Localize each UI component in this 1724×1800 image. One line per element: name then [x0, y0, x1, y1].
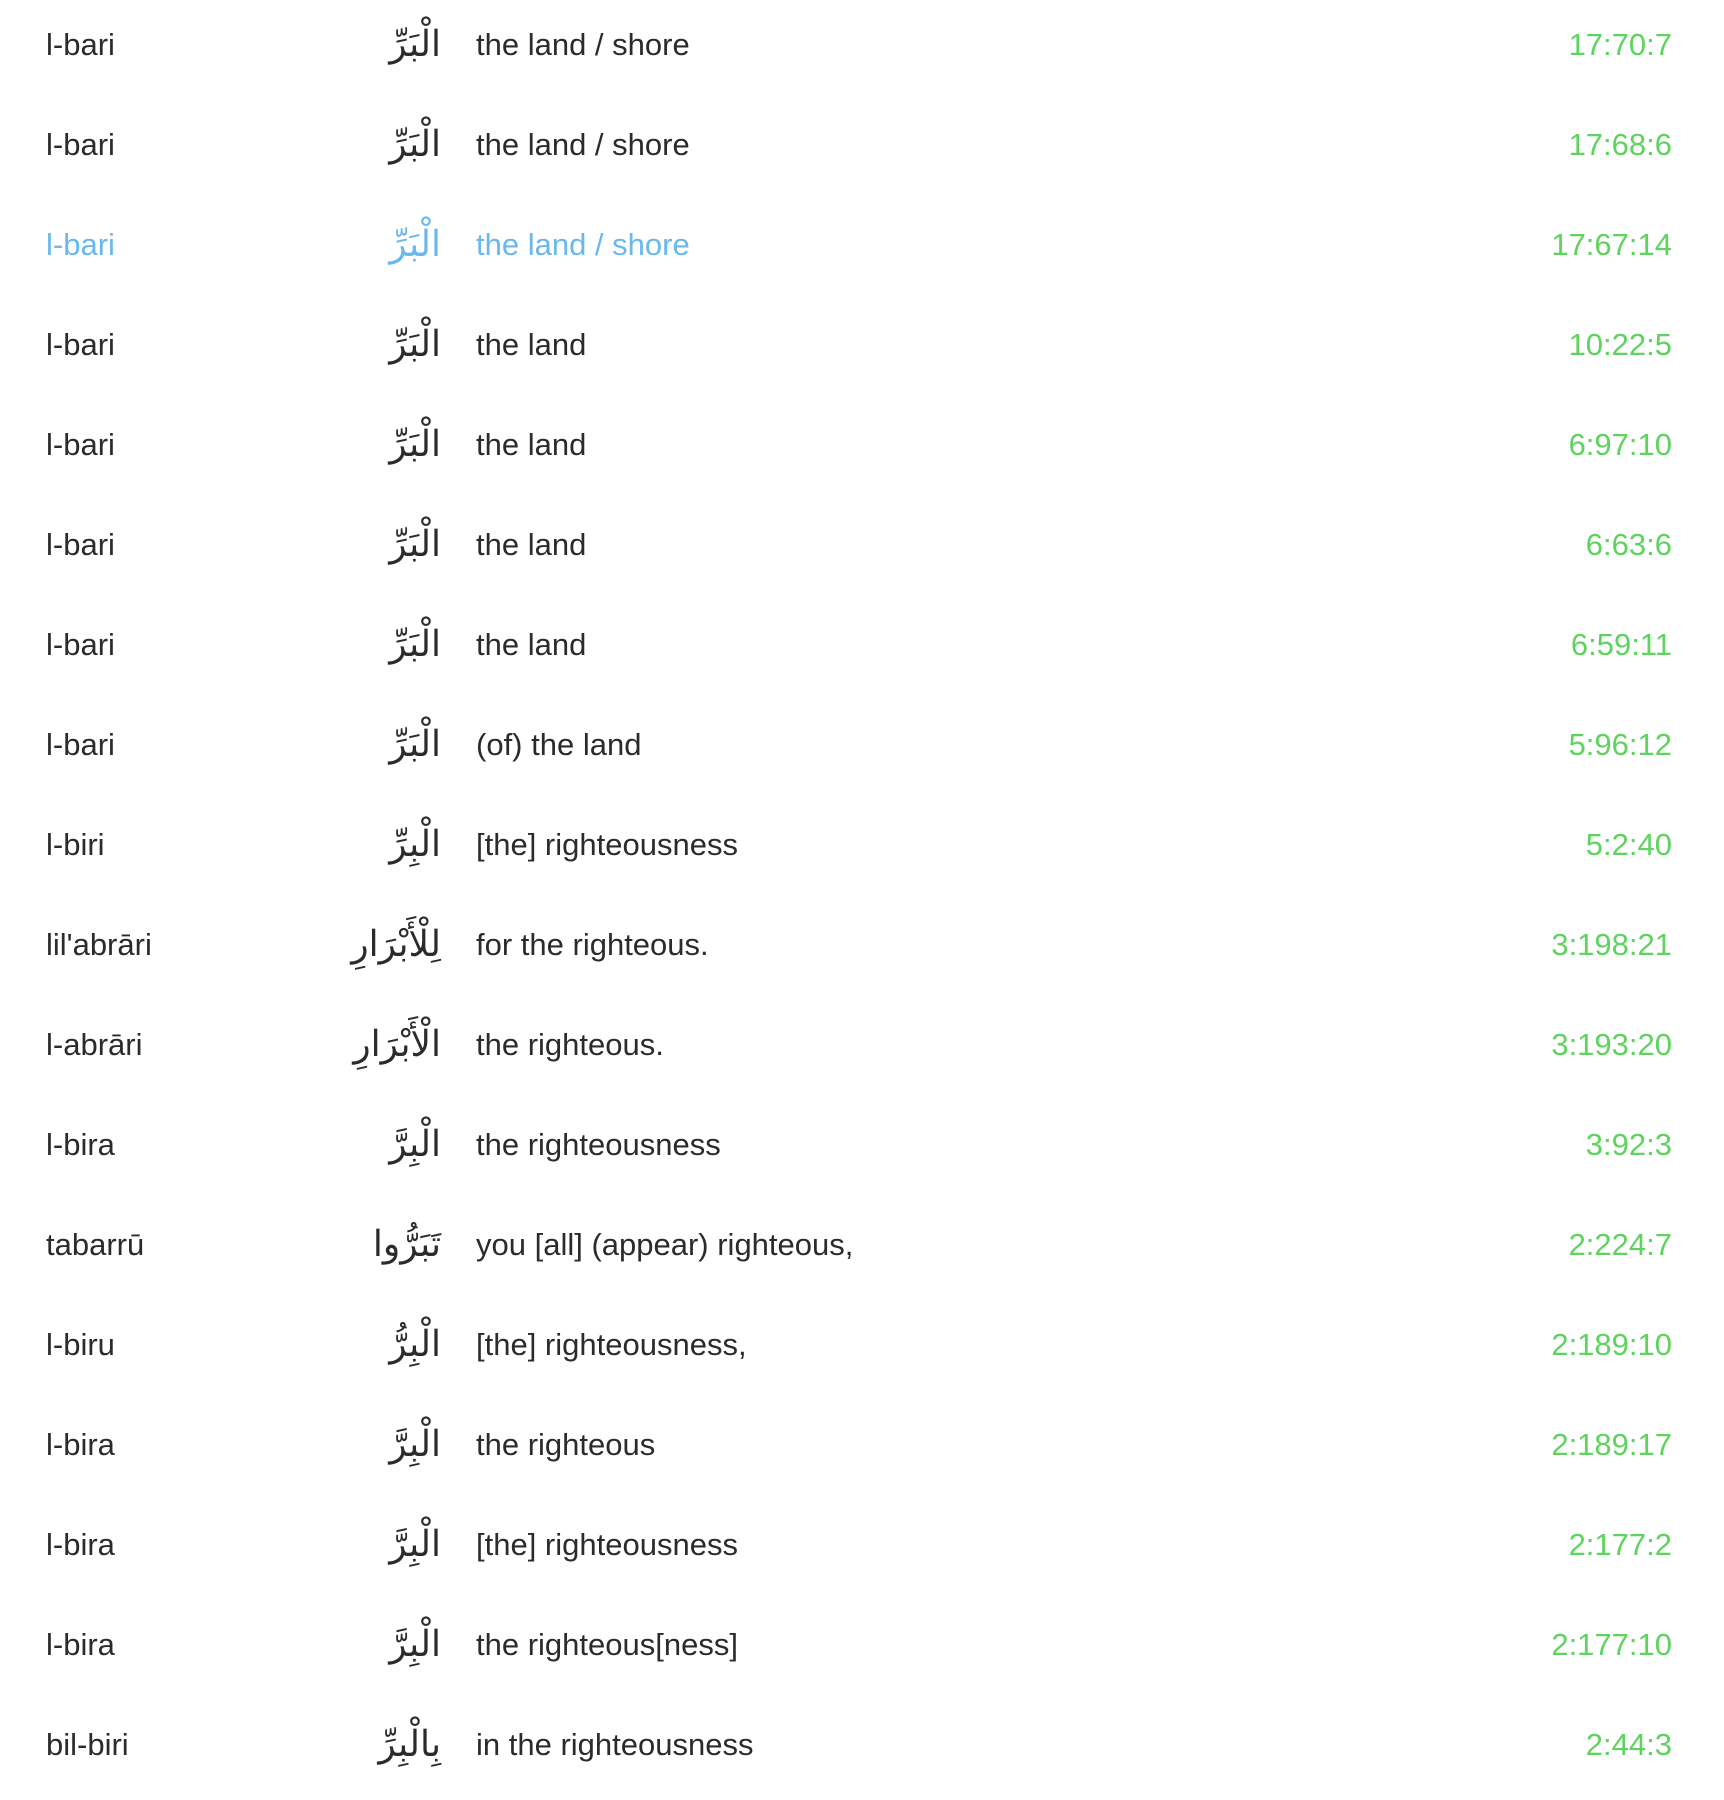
- verse-reference-link[interactable]: 6:59:11: [1570, 627, 1672, 662]
- verse-reference-link[interactable]: 2:189:10: [1551, 1327, 1672, 1362]
- list-item[interactable]: [0, 700, 1724, 800]
- list-item[interactable]: [0, 400, 1724, 500]
- translation: the righteous[ness]: [476, 1627, 738, 1662]
- list-item[interactable]: [0, 1200, 1724, 1300]
- translation: the righteous: [476, 1427, 656, 1462]
- list-item[interactable]: [0, 1500, 1724, 1600]
- transliteration: bil-biri: [46, 1727, 129, 1762]
- verse-reference-link[interactable]: 6:97:10: [1568, 427, 1672, 462]
- translation: the land: [476, 427, 587, 462]
- translation: the land / shore: [476, 127, 690, 162]
- verse-reference-link[interactable]: 17:68:6: [1568, 127, 1672, 162]
- translation: (of) the land: [476, 727, 642, 762]
- verse-reference-link[interactable]: 10:22:5: [1568, 327, 1672, 362]
- transliteration: l-bari: [46, 127, 115, 162]
- arabic-word: الْبِرُّ: [389, 1324, 441, 1365]
- arabic-word: لِلْأَبْرَارِ: [351, 924, 441, 965]
- transliteration: l-bari: [46, 427, 115, 462]
- list-item[interactable]: [0, 1700, 1724, 1800]
- translation: for the righteous.: [476, 927, 709, 962]
- transliteration: l-bari: [46, 727, 115, 762]
- arabic-word: الْبَرِّ: [389, 524, 441, 565]
- verse-reference-link[interactable]: 3:92:3: [1585, 1127, 1672, 1162]
- verse-reference-link[interactable]: 17:70:7: [1568, 27, 1672, 62]
- arabic-word: الْبِرَّ: [389, 1624, 441, 1665]
- transliteration: l-bira: [46, 1127, 115, 1162]
- transliteration: l-bari: [46, 227, 115, 262]
- arabic-word: الْبَرِّ: [389, 124, 441, 165]
- list-item[interactable]: [0, 600, 1724, 700]
- transliteration: l-bira: [46, 1627, 115, 1662]
- arabic-word: الْبِرَّ: [389, 1124, 441, 1165]
- list-item[interactable]: [0, 1400, 1724, 1500]
- arabic-word: تَبَرُّوا: [372, 1224, 441, 1265]
- list-item[interactable]: [0, 1100, 1724, 1200]
- transliteration: l-bari: [46, 527, 115, 562]
- transliteration: l-bira: [46, 1527, 115, 1562]
- list-item[interactable]: [0, 900, 1724, 1000]
- verse-reference-link[interactable]: 2:177:10: [1551, 1627, 1672, 1662]
- arabic-word: الْبِرِّ: [389, 824, 441, 865]
- verse-reference-link[interactable]: 2:189:17: [1551, 1427, 1672, 1462]
- arabic-word: الْبَرِّ: [389, 224, 441, 265]
- arabic-word: الْأَبْرَارِ: [353, 1024, 441, 1065]
- verse-reference-link[interactable]: 17:67:14: [1551, 227, 1672, 262]
- arabic-word: الْبَرِّ: [389, 324, 441, 365]
- transliteration: l-bari: [46, 27, 115, 62]
- transliteration: l-bira: [46, 1427, 115, 1462]
- arabic-word: الْبَرِّ: [389, 724, 441, 765]
- arabic-word: الْبِرَّ: [389, 1424, 441, 1465]
- list-item[interactable]: [0, 0, 1724, 100]
- translation: you [all] (appear) righteous,: [476, 1227, 854, 1262]
- arabic-word: بِالْبِرِّ: [378, 1724, 441, 1765]
- arabic-word: الْبَرِّ: [389, 624, 441, 665]
- list-item[interactable]: [0, 1600, 1724, 1700]
- arabic-word: الْبَرِّ: [389, 24, 441, 65]
- verse-reference-link[interactable]: 5:96:12: [1568, 727, 1672, 762]
- translation: the land: [476, 327, 587, 362]
- translation: the land / shore: [476, 27, 690, 62]
- transliteration: tabarrū: [46, 1227, 145, 1262]
- translation: [the] righteousness,: [476, 1327, 747, 1362]
- list-item[interactable]: [0, 1300, 1724, 1400]
- transliteration: lil'abrāri: [46, 927, 152, 962]
- translation: the land / shore: [476, 227, 690, 262]
- arabic-word: الْبَرِّ: [389, 424, 441, 465]
- translation: [the] righteousness: [476, 827, 738, 862]
- list-item[interactable]: [0, 500, 1724, 600]
- translation: the righteous.: [476, 1027, 664, 1062]
- list-item[interactable]: [0, 1000, 1724, 1100]
- verse-reference-link[interactable]: 3:193:20: [1551, 1027, 1672, 1062]
- list-item[interactable]: [0, 300, 1724, 400]
- translation: [the] righteousness: [476, 1527, 738, 1562]
- translation: the land: [476, 527, 587, 562]
- verse-reference-link[interactable]: 3:198:21: [1551, 927, 1672, 962]
- translation: the land: [476, 627, 587, 662]
- list-item-selected[interactable]: [0, 200, 1724, 300]
- transliteration: l-bari: [46, 627, 115, 662]
- arabic-word: الْبِرَّ: [389, 1524, 441, 1565]
- verse-reference-link[interactable]: 2:224:7: [1568, 1227, 1672, 1262]
- verse-reference-link[interactable]: 2:44:3: [1585, 1727, 1672, 1762]
- verse-reference-link[interactable]: 6:63:6: [1585, 527, 1672, 562]
- transliteration: l-biri: [46, 827, 105, 862]
- transliteration: l-biru: [46, 1327, 115, 1362]
- translation: in the righteousness: [476, 1727, 754, 1762]
- translation: the righteousness: [476, 1127, 721, 1162]
- verse-reference-link[interactable]: 2:177:2: [1568, 1527, 1672, 1562]
- list-item[interactable]: [0, 100, 1724, 200]
- transliteration: l-abrāri: [46, 1027, 143, 1062]
- list-item[interactable]: [0, 800, 1724, 900]
- verse-reference-link[interactable]: 5:2:40: [1585, 827, 1672, 862]
- transliteration: l-bari: [46, 327, 115, 362]
